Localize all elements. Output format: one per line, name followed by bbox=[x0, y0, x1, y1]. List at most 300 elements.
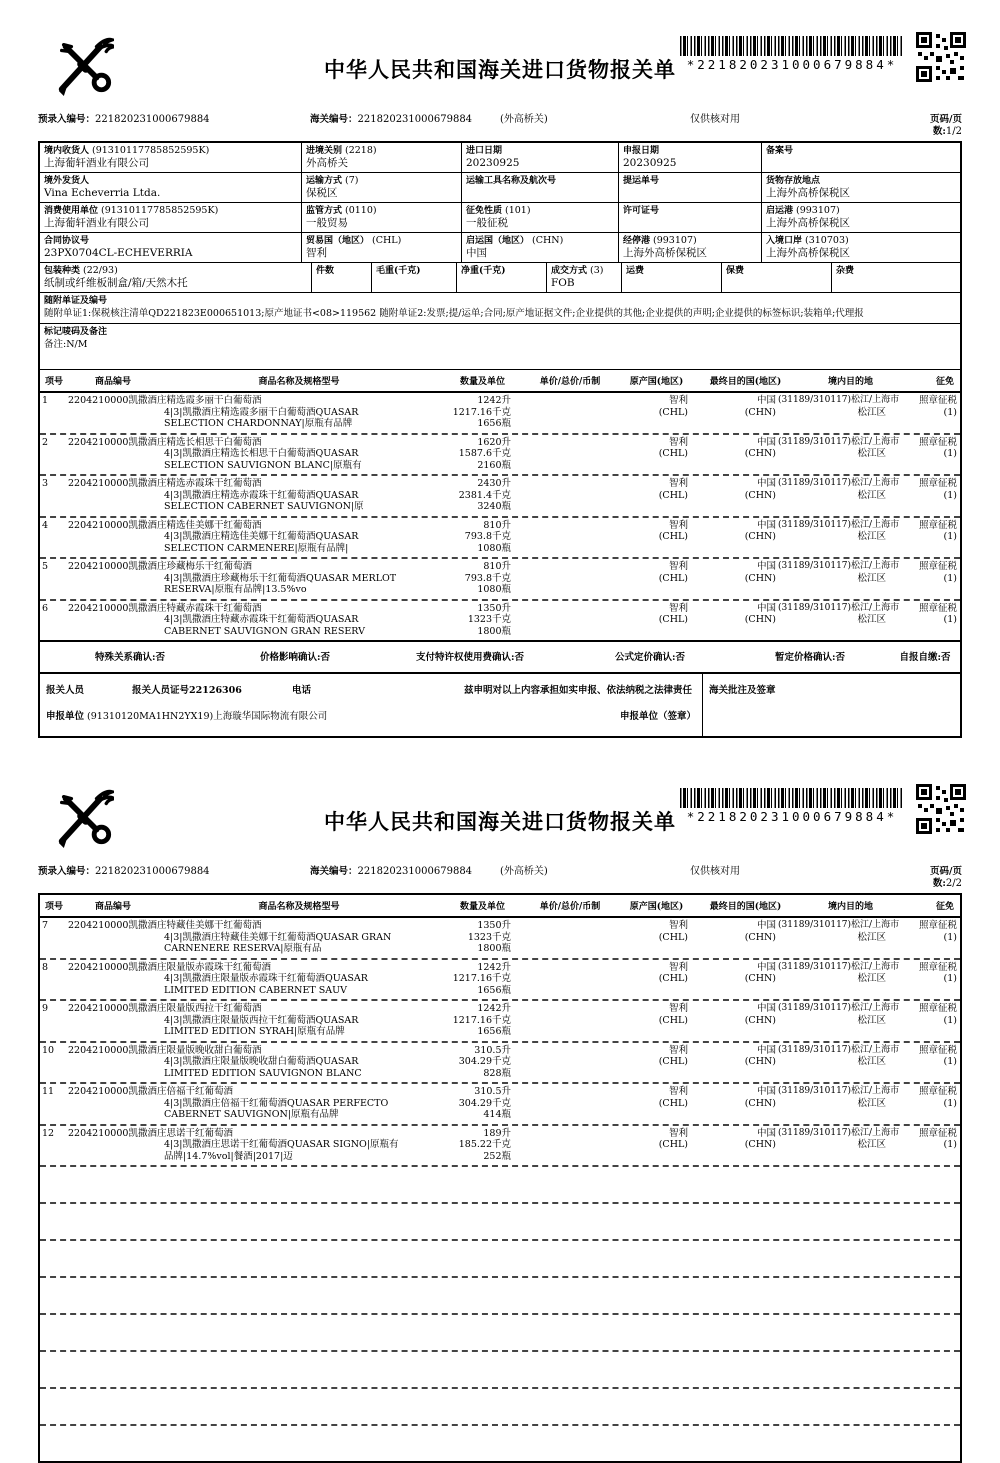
column-header: 商品名称及规格型号 bbox=[258, 377, 340, 387]
item-exemption bbox=[908, 520, 960, 555]
item-unit-price bbox=[525, 561, 615, 596]
cell-value: 上海外高桥保税区 bbox=[766, 247, 850, 259]
item-name-line3: LIMITED EDITION CABERNET SAUV bbox=[164, 984, 348, 996]
item-unit-price bbox=[525, 962, 615, 997]
page-title: 中华人民共和国海关进口货物报关单 bbox=[324, 810, 676, 834]
customs-no: 海关编号：221820231000679884 bbox=[310, 114, 473, 125]
item-qty-line: 189升 bbox=[483, 1127, 511, 1139]
item-origin-country bbox=[615, 962, 698, 997]
exempt-name: 照章征税 bbox=[918, 602, 957, 614]
item-qty-line: 1323千克 bbox=[467, 931, 511, 943]
origin-code: (CHL) bbox=[658, 1056, 688, 1067]
cell-label: 保费 bbox=[726, 266, 745, 276]
customs-no: 海关编号：221820231000679884 bbox=[310, 866, 473, 877]
item-seq: 4 bbox=[42, 519, 49, 531]
dest-code: (CHN) bbox=[744, 531, 776, 542]
cell-label: 包装种类 bbox=[44, 266, 81, 276]
confirmation-item: 特殊关系确认:否 bbox=[94, 652, 165, 663]
dest-name: 中国 bbox=[756, 519, 776, 531]
item-code: 2204210000 bbox=[68, 436, 129, 448]
item-exemption bbox=[908, 920, 960, 955]
item-name-line1 bbox=[68, 437, 440, 449]
exempt-code: (1) bbox=[943, 572, 957, 584]
empty-row bbox=[40, 1387, 960, 1424]
declaration-block bbox=[40, 672, 960, 736]
item-origin-country bbox=[615, 1003, 698, 1038]
barcode-text: *221820231000679884* bbox=[686, 809, 898, 824]
dest-name: 中国 bbox=[756, 395, 776, 406]
item-exemption bbox=[908, 962, 960, 997]
customs-notes-cell bbox=[702, 674, 960, 736]
info-grid-row bbox=[40, 173, 960, 203]
item-qty-line: 810升 bbox=[483, 519, 511, 531]
origin-name: 智利 bbox=[668, 1044, 688, 1056]
column-header: 境内目的地 bbox=[827, 377, 873, 387]
empty-row bbox=[40, 1313, 960, 1350]
info-cell bbox=[762, 233, 960, 263]
page-number: 页码/页数:2/2 bbox=[930, 866, 962, 889]
item-destination-country bbox=[698, 561, 778, 596]
customs-port: (外高桥关) bbox=[500, 114, 548, 125]
attached-docs-row bbox=[40, 293, 960, 324]
item-seq: 12 bbox=[42, 1127, 55, 1139]
item-code: 2204210000 bbox=[68, 1044, 129, 1056]
info-cell bbox=[40, 233, 302, 263]
item-qty-line: 1656瓶 bbox=[477, 984, 511, 996]
dest-name: 中国 bbox=[756, 561, 776, 572]
exempt-code: (1) bbox=[943, 1097, 957, 1109]
info-cell bbox=[619, 233, 762, 263]
cell-label: 净重(千克) bbox=[461, 266, 506, 276]
item-destination-country bbox=[698, 395, 778, 430]
item-name-line1 bbox=[68, 520, 440, 532]
item-quantity bbox=[440, 962, 525, 997]
item-name-line1 bbox=[68, 1086, 440, 1098]
legal-statement: 兹申明对以上内容承担如实申报、依法纳税之法律责任 bbox=[463, 685, 692, 696]
item-name-line3: LIMITED EDITION SAUVIGNON BLANC bbox=[164, 1067, 362, 1079]
item-name-text: 凯撒酒庄精选霞多丽干白葡萄酒 bbox=[128, 395, 262, 406]
item-domestic-destination bbox=[778, 437, 908, 472]
domestic-line1: (31189/310117)松江/上海市 bbox=[778, 961, 900, 972]
domestic-line1: (31189/310117)松江/上海市 bbox=[778, 478, 900, 488]
origin-name: 智利 bbox=[668, 602, 688, 614]
declaration-left bbox=[40, 674, 702, 736]
cell-label: 消费使用单位 bbox=[44, 206, 99, 216]
page-number: 页码/页数:1/2 bbox=[930, 114, 962, 137]
column-header: 境内目的地 bbox=[827, 902, 873, 912]
item-unit-price bbox=[525, 520, 615, 555]
item-name-line1 bbox=[68, 920, 440, 932]
column-header: 商品名称及规格型号 bbox=[258, 902, 340, 912]
item-domestic-destination bbox=[778, 1086, 908, 1121]
attached-docs-value: 随附单证1:保税核注清单QD221823E000651013;原产地证书<08>119562 随附单证2:发票;提/运单;合同;原产地证据文件;企业提供的其他;企业提供的声明;企业提供的标签标识;装箱单;代理报 bbox=[44, 308, 864, 319]
origin-name: 智利 bbox=[668, 1086, 688, 1097]
item-unit-price bbox=[525, 920, 615, 955]
cell-label: 运输工具名称及航次号 bbox=[466, 176, 557, 186]
dest-name: 中国 bbox=[756, 1003, 776, 1014]
domestic-line1: (31189/310117)松江/上海市 bbox=[778, 1127, 900, 1138]
item-qty-line: 1656瓶 bbox=[477, 1026, 511, 1037]
item-qty-line: 1350升 bbox=[477, 602, 511, 614]
item-name bbox=[68, 520, 440, 555]
item-unit-price bbox=[525, 603, 615, 638]
item-name-line2: 4|3|凯撒酒庄精选赤霞珠干红葡萄酒QUASAR bbox=[164, 489, 359, 501]
column-header: 商品编号 bbox=[94, 377, 131, 387]
page-title: 中华人民共和国海关进口货物报关单 bbox=[324, 58, 676, 82]
cell-label: 件数 bbox=[316, 266, 335, 276]
item-name-line3: SELECTION CABERNET SAUVIGNON|原 bbox=[164, 501, 364, 512]
column-header: 征免 bbox=[935, 377, 954, 387]
cell-code: (91310117785852595K) bbox=[92, 145, 210, 156]
item-exemption bbox=[908, 1003, 960, 1038]
cell-label: 监管方式 bbox=[306, 206, 343, 216]
page-2 bbox=[0, 738, 1000, 1463]
domestic-line2: 松江区 bbox=[857, 931, 886, 943]
item-code: 2204210000 bbox=[68, 478, 129, 489]
item-code: 2204210000 bbox=[68, 961, 129, 973]
item-qty-line: 793.8千克 bbox=[464, 531, 511, 542]
item-name bbox=[68, 1128, 440, 1163]
item-origin-country bbox=[615, 478, 698, 513]
item-row bbox=[40, 999, 960, 1041]
cell-code: (2218) bbox=[345, 145, 377, 156]
item-name-line3: 品牌|14.7%vol|餐酒|2017|迈 bbox=[164, 1150, 293, 1162]
item-quantity bbox=[440, 1128, 525, 1163]
item-unit-price bbox=[525, 1128, 615, 1163]
item-name-text: 凯撒酒庄精选佳美娜干红葡萄酒 bbox=[128, 519, 262, 531]
domestic-line2: 松江区 bbox=[857, 531, 886, 542]
origin-code: (CHL) bbox=[658, 448, 688, 459]
item-name-line3: RESERVA|原瓶有品牌|13.5%vo bbox=[164, 584, 307, 595]
domestic-line1: (31189/310117)松江/上海市 bbox=[778, 561, 900, 571]
item-domestic-destination bbox=[778, 920, 908, 955]
item-code: 2204210000 bbox=[68, 1127, 129, 1139]
exempt-name: 照章征税 bbox=[918, 1003, 957, 1014]
item-destination-country bbox=[698, 962, 778, 997]
cell-value: 一般征税 bbox=[466, 217, 508, 229]
item-name-line2: 4|3|凯撒酒庄限量版晚收甜白葡萄酒QUASAR bbox=[164, 1056, 359, 1067]
domestic-line2: 松江区 bbox=[857, 572, 886, 584]
phone-label: 电话 bbox=[292, 685, 312, 696]
item-qty-line: 2430升 bbox=[477, 478, 511, 489]
cell-value: 一般贸易 bbox=[306, 217, 348, 229]
domestic-line1: (31189/310117)松江/上海市 bbox=[778, 1044, 900, 1055]
item-seq: 3 bbox=[42, 478, 49, 489]
item-origin-country bbox=[615, 520, 698, 555]
item-row bbox=[40, 1124, 960, 1166]
domestic-line2: 松江区 bbox=[857, 448, 886, 459]
sign-label: 申报单位（签章） bbox=[619, 711, 696, 722]
exempt-code: (1) bbox=[943, 489, 957, 501]
origin-code: (CHL) bbox=[658, 973, 688, 984]
items-header-2 bbox=[40, 895, 960, 918]
domestic-line1: (31189/310117)松江/上海市 bbox=[778, 602, 900, 613]
info-cell bbox=[302, 233, 462, 263]
item-quantity bbox=[440, 1045, 525, 1080]
empty-row bbox=[40, 1350, 960, 1387]
exempt-code: (1) bbox=[943, 1139, 957, 1150]
cell-code: (993107) bbox=[796, 205, 840, 216]
agent-cert-no: 报关人员证号22126306 bbox=[132, 685, 242, 696]
domestic-line1: (31189/310117)松江/上海市 bbox=[778, 1003, 900, 1013]
item-name bbox=[68, 478, 440, 513]
info-cell bbox=[462, 203, 619, 233]
item-qty-line: 252瓶 bbox=[483, 1150, 511, 1162]
info-cell bbox=[312, 263, 372, 293]
item-quantity bbox=[440, 603, 525, 638]
item-name-line3: SELECTION CHARDONNAY|原瓶有品牌 bbox=[164, 418, 353, 429]
item-qty-line: 1323千克 bbox=[467, 614, 511, 625]
origin-name: 智利 bbox=[668, 1127, 688, 1139]
item-origin-country bbox=[615, 1128, 698, 1163]
exempt-name: 照章征税 bbox=[918, 561, 957, 572]
item-qty-line: 1080瓶 bbox=[477, 542, 511, 554]
item-domestic-destination bbox=[778, 1045, 908, 1080]
info-cell bbox=[619, 203, 762, 233]
item-code: 2204210000 bbox=[68, 1003, 129, 1014]
cell-label: 贸易国（地区） bbox=[306, 236, 370, 246]
item-name-line2: 4|3|凯撒酒庄精选佳美娜干红葡萄酒QUASAR bbox=[164, 531, 359, 542]
item-code: 2204210000 bbox=[68, 1086, 129, 1097]
item-qty-line: 304.29千克 bbox=[458, 1097, 511, 1109]
origin-code: (CHL) bbox=[658, 572, 688, 584]
cell-label: 启运国（地区） bbox=[466, 236, 530, 246]
item-qty-line: 1080瓶 bbox=[477, 584, 511, 595]
domestic-line2: 松江区 bbox=[857, 489, 886, 501]
barcode-bars-icon bbox=[680, 36, 904, 56]
item-name-text: 凯撒酒庄限量版赤霞珠干红葡萄酒 bbox=[128, 961, 271, 973]
item-name-line2: 4|3|凯撒酒庄精选霞多丽干白葡萄酒QUASAR bbox=[164, 406, 359, 418]
origin-code: (CHL) bbox=[658, 1014, 688, 1026]
info-cell bbox=[372, 263, 457, 293]
customs-port: (外高桥关) bbox=[500, 866, 548, 877]
origin-name: 智利 bbox=[668, 920, 688, 931]
item-seq: 8 bbox=[42, 961, 49, 973]
items-table-1 bbox=[40, 393, 960, 640]
item-seq: 1 bbox=[42, 395, 49, 406]
origin-code: (CHL) bbox=[658, 614, 688, 625]
item-row bbox=[40, 1041, 960, 1083]
cell-label: 毛重(千克) bbox=[376, 266, 421, 276]
barcode-bars-icon bbox=[680, 788, 904, 808]
cell-code: (310703) bbox=[805, 235, 849, 246]
item-name-line2: 4|3|凯撒酒庄思诺干红葡萄酒QUASAR SIGNO|原瓶有 bbox=[164, 1139, 399, 1150]
dest-code: (CHN) bbox=[744, 973, 776, 984]
column-header: 最终目的国(地区) bbox=[709, 377, 782, 387]
column-header: 数量及单位 bbox=[459, 377, 505, 387]
cell-code: (22/93) bbox=[83, 265, 118, 276]
item-origin-country bbox=[615, 603, 698, 638]
cell-value: 上海外高桥保税区 bbox=[766, 187, 850, 199]
exempt-code: (1) bbox=[943, 531, 957, 542]
cell-value: 20230925 bbox=[466, 157, 520, 169]
info-grid-row bbox=[40, 233, 960, 263]
exempt-code: (1) bbox=[943, 614, 957, 625]
item-name bbox=[68, 561, 440, 596]
info-cell bbox=[302, 203, 462, 233]
exempt-name: 照章征税 bbox=[918, 395, 957, 406]
item-qty-line: 1800瓶 bbox=[477, 625, 511, 637]
dest-name: 中国 bbox=[756, 961, 776, 973]
dest-name: 中国 bbox=[756, 478, 776, 489]
item-qty-line: 185.22千克 bbox=[458, 1139, 511, 1150]
cell-value: 保税区 bbox=[306, 187, 338, 199]
cell-code: (CHL) bbox=[372, 235, 402, 246]
cell-label: 合同协议号 bbox=[44, 236, 90, 246]
cell-label: 申报日期 bbox=[623, 146, 660, 156]
declare-unit: 申报单位 (91310120MA1HN2YX19)上海璇华国际物流有限公司 bbox=[46, 711, 328, 722]
item-unit-price bbox=[525, 395, 615, 430]
item-row bbox=[40, 433, 960, 475]
item-destination-country bbox=[698, 1086, 778, 1121]
cell-label: 运费 bbox=[626, 266, 645, 276]
item-qty-line: 810升 bbox=[483, 561, 511, 572]
cell-label: 提运单号 bbox=[623, 176, 660, 186]
marks-value: 备注:N/M bbox=[44, 339, 88, 350]
item-qty-line: 1350升 bbox=[477, 920, 511, 931]
item-qty-line: 1242升 bbox=[477, 961, 511, 973]
empty-row bbox=[40, 1424, 960, 1461]
info-cell bbox=[302, 143, 462, 173]
doc-header-1 bbox=[38, 32, 962, 104]
item-domestic-destination bbox=[778, 395, 908, 430]
confirmation-row bbox=[40, 640, 960, 672]
item-name-line3: CARNENERE RESERVA|原瓶有品 bbox=[164, 943, 322, 954]
item-seq: 5 bbox=[42, 561, 49, 572]
item-qty-line: 1620升 bbox=[477, 436, 511, 448]
exempt-name: 照章征税 bbox=[918, 436, 957, 448]
item-row bbox=[40, 1082, 960, 1124]
exempt-name: 照章征税 bbox=[918, 920, 957, 931]
item-domestic-destination bbox=[778, 478, 908, 513]
item-origin-country bbox=[615, 395, 698, 430]
item-seq: 7 bbox=[42, 920, 49, 931]
item-qty-line: 2160瓶 bbox=[477, 459, 511, 471]
items-table-2 bbox=[40, 918, 960, 1461]
cell-value: 纸制或纤维板制盒/箱/天然木托 bbox=[44, 277, 188, 289]
item-seq: 11 bbox=[42, 1086, 55, 1097]
exempt-name: 照章征税 bbox=[918, 961, 957, 973]
item-seq: 9 bbox=[42, 1003, 49, 1014]
origin-code: (CHL) bbox=[658, 531, 688, 542]
item-name-line2: 4|3|凯撒酒庄限量版赤霞珠干红葡萄酒QUASAR bbox=[164, 973, 368, 984]
item-name-line2: 4|3|凯撒酒庄限量版西拉干红葡萄酒QUASAR bbox=[164, 1014, 359, 1026]
item-qty-line: 1800瓶 bbox=[477, 943, 511, 954]
item-domestic-destination bbox=[778, 603, 908, 638]
cell-label: 许可证号 bbox=[623, 206, 660, 216]
pre-entry-no: 预录入编号：221820231000679884 bbox=[38, 114, 210, 125]
origin-name: 智利 bbox=[668, 519, 688, 531]
meta-row-2 bbox=[38, 862, 962, 890]
item-name-line1 bbox=[68, 561, 440, 573]
cell-value: 外高桥关 bbox=[306, 157, 348, 169]
item-destination-country bbox=[698, 1128, 778, 1163]
cell-value: 上海外高桥保税区 bbox=[766, 217, 850, 229]
info-cell bbox=[302, 173, 462, 203]
column-header: 原产国(地区) bbox=[629, 902, 684, 912]
origin-code: (CHL) bbox=[658, 1139, 688, 1150]
item-name-text: 凯撒酒庄精选赤霞珠干红葡萄酒 bbox=[128, 478, 262, 489]
cell-label: 境内收货人 bbox=[44, 146, 90, 156]
cell-label: 备案号 bbox=[766, 146, 794, 156]
item-name bbox=[68, 395, 440, 430]
item-name-line2: 4|3|凯撒酒庄倍福干红葡萄酒QUASAR PERFECTO bbox=[164, 1097, 389, 1109]
exempt-code: (1) bbox=[943, 931, 957, 943]
item-row bbox=[40, 474, 960, 516]
dest-name: 中国 bbox=[756, 1127, 776, 1139]
item-unit-price bbox=[525, 1045, 615, 1080]
info-cell bbox=[40, 263, 312, 293]
item-row bbox=[40, 557, 960, 599]
empty-row bbox=[40, 1276, 960, 1313]
item-exemption bbox=[908, 1086, 960, 1121]
item-qty-line: 1242升 bbox=[477, 1003, 511, 1014]
item-qty-line: 1217.16千克 bbox=[452, 1014, 511, 1026]
empty-row bbox=[40, 1165, 960, 1202]
item-qty-line: 1217.16千克 bbox=[452, 973, 511, 984]
info-grid-row bbox=[40, 203, 960, 233]
domestic-line2: 松江区 bbox=[857, 1014, 886, 1026]
cell-value: Vina Echeverria Ltda. bbox=[44, 187, 161, 199]
item-name-line3: CABERNET SAUVIGNON GRAN RESERV bbox=[164, 625, 365, 637]
item-seq: 2 bbox=[42, 436, 49, 448]
item-exemption bbox=[908, 561, 960, 596]
empty-row bbox=[40, 1202, 960, 1239]
exempt-code: (1) bbox=[943, 1056, 957, 1067]
item-name bbox=[68, 603, 440, 638]
cell-value: 23PX0704CL-ECHEVERRIA bbox=[44, 247, 193, 259]
item-name-text: 凯撒酒庄思诺干红葡萄酒 bbox=[128, 1127, 233, 1139]
item-qty-line: 414瓶 bbox=[483, 1109, 511, 1120]
info-cell bbox=[832, 263, 960, 293]
item-name-line2: 4|3|凯撒酒庄特藏佳美娜干红葡萄酒QUASAR GRAN bbox=[164, 931, 392, 943]
item-unit-price bbox=[525, 1003, 615, 1038]
item-origin-country bbox=[615, 920, 698, 955]
cell-label: 进口日期 bbox=[466, 146, 503, 156]
item-name-line1 bbox=[68, 395, 440, 407]
dest-code: (CHN) bbox=[744, 1139, 776, 1150]
item-exemption bbox=[908, 395, 960, 430]
exempt-name: 照章征税 bbox=[918, 1127, 957, 1139]
item-qty-line: 3240瓶 bbox=[477, 501, 511, 512]
exempt-code: (1) bbox=[943, 1014, 957, 1026]
dest-name: 中国 bbox=[756, 1086, 776, 1097]
origin-name: 智利 bbox=[668, 478, 688, 489]
item-quantity bbox=[440, 520, 525, 555]
origin-name: 智利 bbox=[668, 561, 688, 572]
item-name bbox=[68, 1086, 440, 1121]
dest-name: 中国 bbox=[756, 920, 776, 931]
item-name-text: 凯撒酒庄珍藏梅乐干红葡萄酒 bbox=[128, 561, 252, 572]
column-header: 项号 bbox=[44, 377, 63, 387]
item-seq: 10 bbox=[42, 1044, 55, 1056]
cell-value: 上海外高桥保税区 bbox=[623, 247, 707, 259]
exempt-name: 照章征税 bbox=[918, 519, 957, 531]
dest-code: (CHN) bbox=[744, 614, 776, 625]
cell-code: (91310117785852595K) bbox=[101, 205, 219, 216]
customs-notes-label: 海关批注及签章 bbox=[709, 685, 776, 696]
item-name-text: 凯撒酒庄限量版晚收甜白葡萄酒 bbox=[128, 1044, 262, 1056]
item-name-text: 凯撒酒庄特藏佳美娜干红葡萄酒 bbox=[128, 920, 262, 931]
info-cell bbox=[462, 233, 619, 263]
dest-code: (CHN) bbox=[744, 931, 776, 943]
origin-name: 智利 bbox=[668, 1003, 688, 1014]
item-domestic-destination bbox=[778, 520, 908, 555]
cell-value: 智利 bbox=[306, 247, 327, 259]
confirmation-item: 自报自缴:否 bbox=[899, 652, 951, 663]
item-quantity bbox=[440, 561, 525, 596]
empty-row bbox=[40, 1239, 960, 1276]
